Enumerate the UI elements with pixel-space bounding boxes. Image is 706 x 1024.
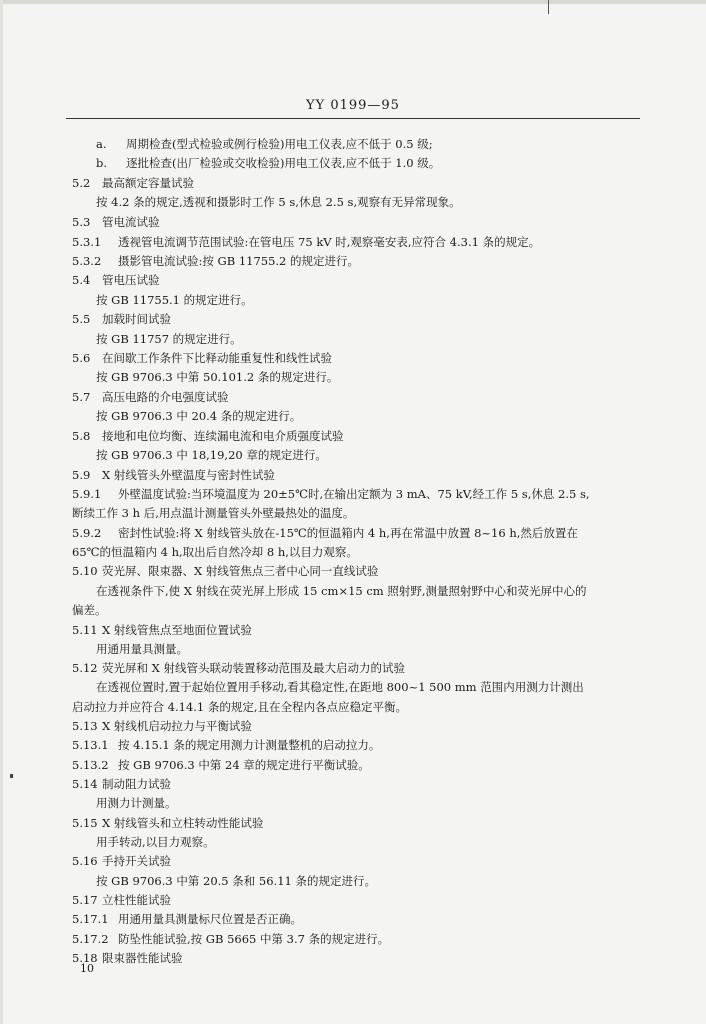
text-line	[96, 408, 301, 424]
clause-text: 荧光屏和 X 射线管头联动装置移动范围及最大启动力的试验	[102, 661, 405, 675]
clause-text: 启动拉力并应符合 4.14.1 条的规定,且在全程内各点应稳定平衡。	[72, 700, 408, 714]
text-line	[72, 563, 378, 579]
clause-text: 立柱性能试验	[102, 893, 171, 907]
clause-text: 偏差。	[72, 603, 107, 617]
header-rule	[66, 118, 640, 119]
text-line	[96, 795, 177, 811]
clause-number: 5.9.1	[72, 487, 102, 501]
text-line	[72, 505, 354, 521]
text-line	[72, 311, 171, 327]
clause-text: 按 GB 11755.1 的规定进行。	[96, 293, 253, 307]
text-line	[72, 272, 160, 288]
clause-text: 最高额定容量试验	[102, 176, 194, 190]
text-line	[72, 389, 229, 405]
clause-text: 按 GB 9706.3 中第 24 章的规定进行平衡试验。	[118, 758, 370, 772]
text-line	[96, 136, 433, 152]
clause-text: 密封性试验:将 X 射线管头放在-15℃的恒温箱内 4 h,再在常温中放置 8~16 h,然后放置在	[118, 526, 578, 540]
text-line	[96, 679, 584, 695]
clause-text: 按 GB 9706.3 中第 50.101.2 条的规定进行。	[96, 370, 339, 384]
text-line	[72, 525, 578, 541]
clause-text: 高压电路的介电强度试验	[102, 390, 229, 404]
clause-text: 防坠性能试验,按 GB 5665 中第 3.7 条的规定进行。	[118, 932, 390, 946]
text-line	[72, 234, 540, 250]
clause-number: 5.3.2	[72, 254, 102, 268]
clause-number: 5.17.2	[72, 932, 109, 946]
clause-number: 5.10	[72, 564, 98, 578]
scan-mark	[548, 0, 549, 14]
clause-number: 5.17.1	[72, 912, 109, 926]
page-number: 10	[80, 962, 94, 975]
clause-number: 5.15	[72, 816, 98, 830]
clause-number: 5.11	[72, 623, 98, 637]
text-line	[72, 467, 275, 483]
clause-text: 管电压试验	[102, 273, 160, 287]
clause-text: 周期检查(型式检验或例行检验)用电工仪表,应不低于 0.5 级;	[126, 137, 433, 151]
clause-number: 5.2	[72, 176, 91, 190]
clause-text: 在间歇工作条件下比释动能重复性和线性试验	[102, 351, 332, 365]
clause-number: b.	[96, 156, 108, 170]
clause-text: 制动阻力试验	[102, 777, 171, 791]
text-line	[72, 815, 263, 831]
scan-speck	[10, 774, 13, 778]
clause-number: 5.9	[72, 468, 91, 482]
clause-text: 限束器性能试验	[102, 951, 183, 965]
text-line	[96, 873, 376, 889]
text-line	[72, 757, 370, 773]
clause-number: 5.13.1	[72, 738, 109, 752]
clause-text: 荧光屏、限束器、X 射线管焦点三者中心同一直线试验	[102, 564, 379, 578]
clause-text: 管电流试验	[102, 215, 160, 229]
page-header: YY 0199—95	[306, 98, 400, 113]
clause-number: 5.8	[72, 429, 91, 443]
clause-text: 65℃的恒温箱内 4 h,取出后自然冷却 8 h,以目力观察。	[72, 545, 358, 559]
clause-text: 外壁温度试验:当环境温度为 20±5℃时,在输出定额为 3 mA、75 kV,经工作 5 s,休息 2.5 s,	[118, 487, 590, 501]
clause-number: 5.12	[72, 661, 98, 675]
scan-edge-top	[0, 0, 706, 4]
clause-text: 按 GB 11757 的规定进行。	[96, 332, 242, 346]
clause-number: a.	[96, 137, 107, 151]
clause-text: 摄影管电流试验:按 GB 11755.2 的规定进行。	[118, 254, 360, 268]
clause-number: 5.5	[72, 312, 91, 326]
clause-text: 按 4.2 条的规定,透视和摄影时工作 5 s,休息 2.5 s,观察有无异常现象。	[96, 195, 461, 209]
clause-text: 透视管电流调节范围试验:在管电压 75 kV 时,观察毫安表,应符合 4.3.1 条的规定。	[118, 235, 541, 249]
text-line	[72, 892, 171, 908]
clause-number: 5.3.1	[72, 235, 102, 249]
text-line	[96, 583, 587, 599]
text-line	[96, 194, 461, 210]
clause-text: X 射线管头外壁温度与密封性试验	[102, 468, 275, 482]
text-line	[72, 214, 160, 230]
text-line	[72, 737, 380, 753]
clause-text: 断续工作 3 h 后,用点温计测量管头外壁最热处的温度。	[72, 506, 355, 520]
clause-text: X 射线管头和立柱转动性能试验	[102, 816, 264, 830]
clause-number: 5.18	[72, 951, 98, 965]
scan-edge-left	[0, 0, 3, 1024]
clause-number: 5.13.2	[72, 758, 109, 772]
text-line	[96, 641, 188, 657]
clause-text: 在透视位置时,置于起始位置用手移动,看其稳定性,在距地 800~1 500 mm 范围内用测力计测出	[96, 680, 584, 694]
clause-number: 5.3	[72, 215, 91, 229]
clause-text: 用通用量具测量。	[96, 642, 188, 656]
clause-text: 用通用量具测量标尺位置是否正确。	[118, 912, 302, 926]
clause-text: 接地和电位均衡、连续漏电流和电介质强度试验	[102, 429, 344, 443]
clause-number: 5.17	[72, 893, 98, 907]
text-line	[96, 331, 242, 347]
text-line	[72, 699, 407, 715]
clause-text: 在透视条件下,使 X 射线在荧光屏上形成 15 cm×15 cm 照射野,测量照射野中心和荧光屏中心的	[96, 584, 587, 598]
clause-number: 5.9.2	[72, 526, 102, 540]
text-line	[72, 544, 358, 560]
text-line	[96, 292, 253, 308]
clause-text: X 射线管焦点至地面位置试验	[102, 623, 252, 637]
text-line	[96, 834, 215, 850]
text-line	[72, 486, 590, 502]
text-line	[72, 350, 332, 366]
clause-text: 按 GB 9706.3 中 20.4 条的规定进行。	[96, 409, 302, 423]
clause-number: 5.13	[72, 719, 98, 733]
clause-text: 用测力计测量。	[96, 796, 177, 810]
text-line	[96, 369, 338, 385]
text-line	[72, 776, 171, 792]
clause-text: 按 GB 9706.3 中 18,19,20 章的规定进行。	[96, 448, 327, 462]
clause-text: 按 GB 9706.3 中第 20.5 条和 56.11 条的规定进行。	[96, 874, 376, 888]
text-line	[72, 911, 302, 927]
clause-text: 加载时间试验	[102, 312, 171, 326]
clause-text: X 射线机启动拉力与平衡试验	[102, 719, 252, 733]
clause-number: 5.6	[72, 351, 91, 365]
clause-text: 用手转动,以目力观察。	[96, 835, 215, 849]
text-line	[72, 602, 107, 618]
text-line	[72, 622, 252, 638]
text-line	[72, 718, 252, 734]
clause-text: 按 4.15.1 条的规定用测力计测量整机的启动拉力。	[118, 738, 381, 752]
text-line	[72, 931, 389, 947]
text-line	[72, 253, 359, 269]
text-line	[72, 175, 194, 191]
text-line	[96, 155, 440, 171]
clause-number: 5.16	[72, 854, 98, 868]
clause-number: 5.14	[72, 777, 98, 791]
clause-number: 5.7	[72, 390, 91, 404]
clause-text: 逐批检查(出厂检验或交收检验)用电工仪表,应不低于 1.0 级。	[126, 156, 441, 170]
text-line	[72, 660, 405, 676]
clause-number: 5.4	[72, 273, 91, 287]
text-line	[72, 428, 344, 444]
text-line	[96, 447, 327, 463]
text-line	[72, 853, 171, 869]
clause-text: 手持开关试验	[102, 854, 171, 868]
